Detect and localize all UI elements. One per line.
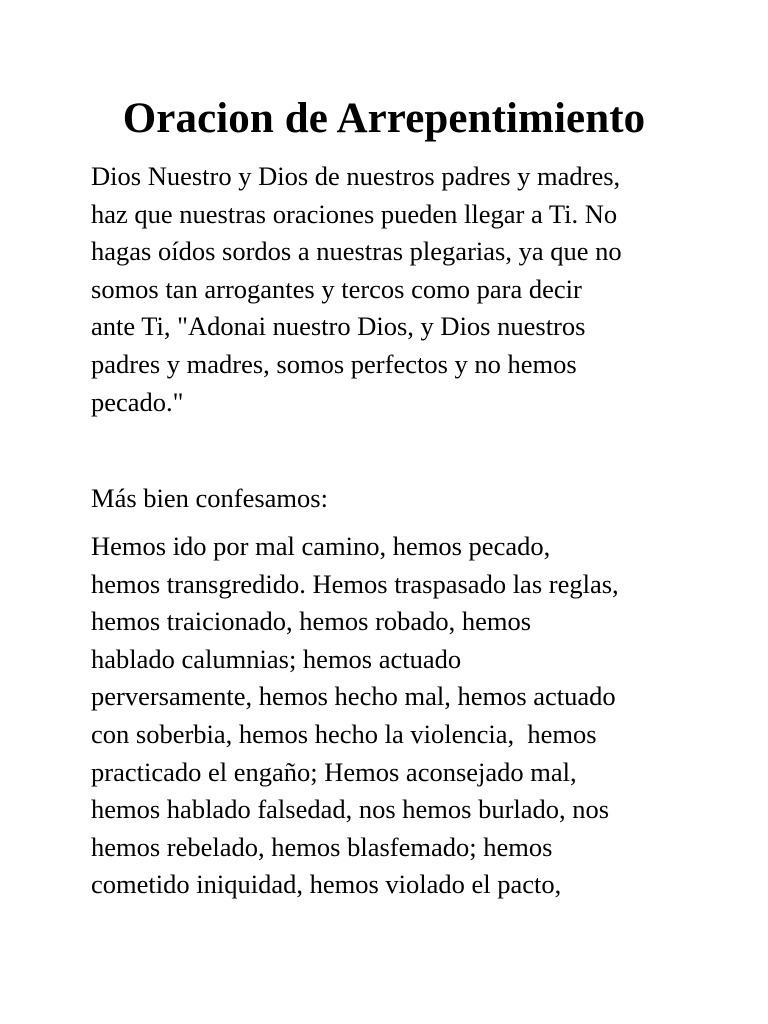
text-line: cometido iniquidad, hemos violado el pacto,: [91, 869, 562, 900]
text-line: ante Ti, "Adonai nuestro Dios, y Dios nuestros: [91, 311, 586, 342]
text-line: hablado calumnias; hemos actuado: [91, 643, 462, 674]
paragraph-confession-intro: [91, 480, 691, 518]
text-line: hemos traicionado, hemos robado, hemos: [91, 606, 532, 637]
text-line: perversamente, hemos hecho mal, hemos actuado: [91, 681, 616, 712]
text-line: practicado el engaño; Hemos aconsejado mal,: [91, 756, 577, 787]
text-line: hagas oídos sordos a nuestras plegarias, ya que no: [91, 236, 622, 267]
text-line: Hemos ido por mal camino, hemos pecado,: [91, 531, 551, 561]
text-line: Dios Nuestro y Dios de nuestros padres y madres,: [91, 161, 621, 191]
text-line: hemos rebelado, hemos blasfemado; hemos: [91, 831, 553, 862]
text-line: hemos transgredido. Hemos traspasado las reglas,: [91, 568, 619, 599]
document-title: Oracion de Arrepentimiento: [122, 95, 646, 142]
text-line: Más bien confesamos:: [91, 483, 328, 513]
paragraph-confession: [91, 528, 691, 904]
text-line: haz que nuestras oraciones pueden llegar a Ti. No: [91, 198, 618, 229]
text-line: con soberbia, hemos hecho la violencia, hemos: [91, 718, 597, 749]
text-line: somos tan arrogantes y tercos como para decir: [91, 273, 582, 304]
text-line: padres y madres, somos perfectos y no hemos: [91, 348, 577, 379]
paragraph-invocation: [91, 158, 691, 421]
text-line: pecado.": [91, 386, 184, 417]
text-line: hemos hablado falsedad, nos hemos burlado, nos: [91, 794, 610, 825]
